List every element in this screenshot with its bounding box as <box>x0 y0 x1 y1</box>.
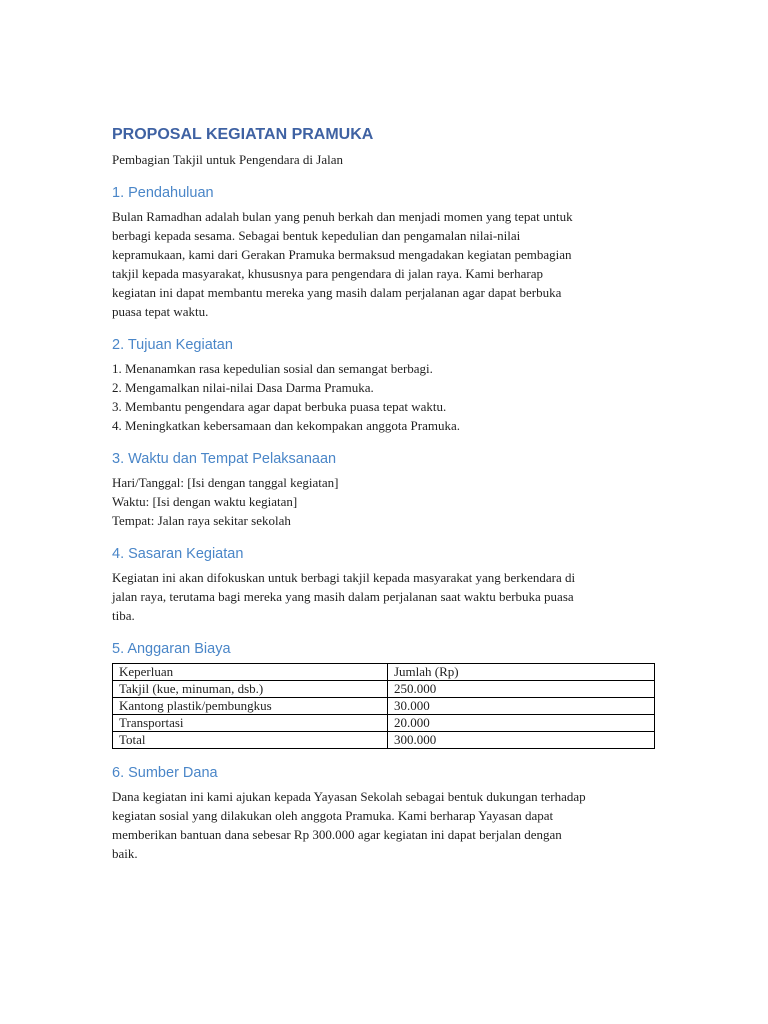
paragraph-line: memberikan bantuan dana sebesar Rp 300.000 agar kegiatan ini dapat berjalan dengan <box>112 827 562 842</box>
table-row <box>113 698 655 715</box>
table-cell-item: Takjil (kue, minuman, dsb.) <box>113 681 388 698</box>
table-row <box>113 681 655 698</box>
table-cell-item: Kantong plastik/pembungkus <box>113 698 388 715</box>
paragraph-line: kepramukaan, kami dari Gerakan Pramuka bermaksud mengadakan kegiatan pembagian <box>112 247 572 262</box>
list-item: 4. Meningkatkan kebersamaan dan kekompakan anggota Pramuka. <box>112 418 460 433</box>
paragraph-line: kegiatan ini dapat membantu mereka yang masih dalam perjalanan agar dapat berbuka <box>112 285 562 300</box>
paragraph-line: berbagi kepada sesama. Sebagai bentuk kepedulian dan pengamalan nilai-nilai <box>112 228 521 243</box>
table-header-cell: Keperluan <box>113 664 388 681</box>
section-body-pendahuluan <box>112 207 652 321</box>
section-heading-waktu-tempat: 3. Waktu dan Tempat Pelaksanaan <box>112 451 337 467</box>
paragraph-line: kegiatan sosial yang dilakukan oleh anggota Pramuka. Kami berharap Yayasan dapat <box>112 808 554 823</box>
table-header-cell: Jumlah (Rp) <box>388 664 655 681</box>
table-cell-amount: 20.000 <box>388 715 655 732</box>
section-heading-sumber-dana: 6. Sumber Dana <box>112 765 218 781</box>
paragraph-line: Bulan Ramadhan adalah bulan yang penuh berkah dan menjadi momen yang tepat untuk <box>112 209 573 224</box>
section-body-sasaran <box>112 568 652 625</box>
table-row <box>113 715 655 732</box>
table-cell-amount: 30.000 <box>388 698 655 715</box>
table-cell-amount: 300.000 <box>388 732 655 749</box>
section-heading-tujuan: 2. Tujuan Kegiatan <box>112 337 233 353</box>
section-heading-sasaran: 4. Sasaran Kegiatan <box>112 546 244 562</box>
detail-line-place: Tempat: Jalan raya sekitar sekolah <box>112 513 291 528</box>
document-subtitle: Pembagian Takjil untuk Pengendara di Jalan <box>112 152 343 167</box>
paragraph-line: jalan raya, terutama bagi mereka yang masih dalam perjalanan saat waktu berbuka puasa <box>112 589 574 604</box>
section-heading-pendahuluan: 1. Pendahuluan <box>112 185 214 201</box>
paragraph-line: baik. <box>112 846 138 861</box>
document-title: PROPOSAL KEGIATAN PRAMUKA <box>112 126 374 143</box>
paragraph-line: tiba. <box>112 608 135 623</box>
paragraph-line: puasa tepat waktu. <box>112 304 209 319</box>
list-item: 2. Mengamalkan nilai-nilai Dasa Darma Pramuka. <box>112 380 374 395</box>
section-body-sumber-dana <box>112 787 652 863</box>
budget-table <box>112 663 655 749</box>
list-item: 1. Menanamkan rasa kepedulian sosial dan semangat berbagi. <box>112 361 433 376</box>
detail-line-date: Hari/Tanggal: [Isi dengan tanggal kegiatan] <box>112 475 339 490</box>
section-body-tujuan <box>112 359 652 435</box>
list-item: 3. Membantu pengendara agar dapat berbuka puasa tepat waktu. <box>112 399 447 414</box>
paragraph-line: Kegiatan ini akan difokuskan untuk berbagi takjil kepada masyarakat yang berkendara di <box>112 570 576 585</box>
section-heading-anggaran: 5. Anggaran Biaya <box>112 641 231 657</box>
table-cell-item: Total <box>113 732 388 749</box>
section-body-waktu-tempat <box>112 473 652 530</box>
table-row-total <box>113 732 655 749</box>
detail-line-time: Waktu: [Isi dengan waktu kegiatan] <box>112 494 298 509</box>
table-header-row <box>113 664 655 681</box>
table-cell-item: Transportasi <box>113 715 388 732</box>
document-page <box>112 124 652 863</box>
paragraph-line: Dana kegiatan ini kami ajukan kepada Yayasan Sekolah sebagai bentuk dukungan terhadap <box>112 789 586 804</box>
paragraph-line: takjil kepada masyarakat, khususnya para pengendara di jalan raya. Kami berharap <box>112 266 543 281</box>
table-cell-amount: 250.000 <box>388 681 655 698</box>
